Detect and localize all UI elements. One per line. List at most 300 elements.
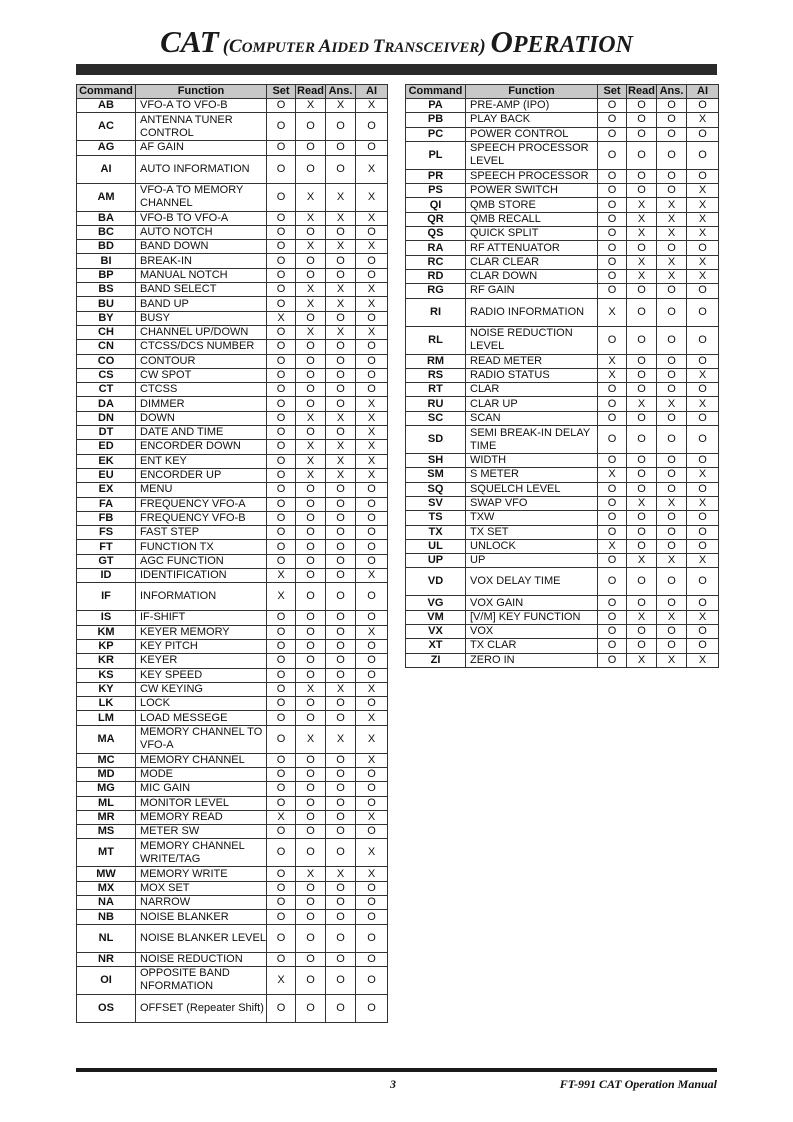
ans-cell: O — [326, 611, 356, 625]
set-cell: O — [267, 440, 296, 454]
command-cell: SC — [406, 411, 466, 425]
ans-cell: O — [326, 569, 356, 583]
set-cell: O — [267, 468, 296, 482]
ans-cell: O — [326, 113, 356, 141]
function-cell: MEMORY WRITE — [136, 867, 267, 881]
table-row — [77, 952, 388, 966]
table-row — [77, 311, 388, 325]
set-cell: O — [267, 753, 296, 767]
page-number: 3 — [390, 1077, 396, 1091]
command-cell: MD — [77, 767, 136, 781]
command-cell: AG — [77, 141, 136, 155]
table-row — [77, 340, 388, 354]
function-cell: VFO-A TO VFO-B — [136, 99, 267, 113]
table-row — [77, 796, 388, 810]
set-cell: O — [598, 99, 627, 113]
function-cell: LOAD MESSEGE — [136, 711, 267, 725]
table-row — [77, 141, 388, 155]
ai-cell: X — [687, 554, 719, 568]
set-cell: O — [267, 225, 296, 239]
read-cell: X — [296, 211, 326, 225]
read-cell: O — [296, 383, 326, 397]
command-cell: FA — [77, 497, 136, 511]
ai-cell: O — [356, 924, 388, 952]
table-row — [77, 454, 388, 468]
table-row — [77, 753, 388, 767]
table-row — [77, 924, 388, 952]
ai-cell: X — [356, 810, 388, 824]
ans-cell: O — [326, 368, 356, 382]
read-cell: O — [627, 368, 657, 382]
table-row — [77, 554, 388, 568]
ai-cell: X — [687, 212, 719, 226]
ans-cell: O — [657, 411, 687, 425]
read-cell: X — [627, 496, 657, 510]
set-cell: O — [267, 497, 296, 511]
ai-cell: O — [687, 326, 719, 354]
set-cell: O — [267, 268, 296, 282]
set-cell: O — [598, 639, 627, 653]
read-cell: O — [296, 796, 326, 810]
ai-cell: O — [687, 525, 719, 539]
table-row — [77, 654, 388, 668]
read-cell: O — [296, 611, 326, 625]
function-cell: CLAR UP — [466, 397, 598, 411]
table-row — [406, 511, 719, 525]
read-cell: O — [296, 511, 326, 525]
header-ans: Ans. — [326, 85, 356, 99]
set-cell: O — [598, 284, 627, 298]
table-header-row — [406, 85, 719, 99]
ai-cell: O — [356, 340, 388, 354]
ai-cell: X — [356, 867, 388, 881]
read-cell: O — [296, 625, 326, 639]
function-cell: BAND SELECT — [136, 283, 267, 297]
read-cell: O — [627, 625, 657, 639]
command-cell: BD — [77, 240, 136, 254]
table-row — [406, 397, 719, 411]
ai-cell: O — [687, 511, 719, 525]
function-cell: BAND DOWN — [136, 240, 267, 254]
ai-cell: X — [356, 753, 388, 767]
table-row — [77, 668, 388, 682]
set-cell: O — [267, 611, 296, 625]
ans-cell: O — [326, 697, 356, 711]
command-cell: TS — [406, 511, 466, 525]
table-row — [406, 383, 719, 397]
read-cell: O — [627, 482, 657, 496]
ans-cell: O — [657, 596, 687, 610]
function-cell: DIMMER — [136, 397, 267, 411]
table-row — [406, 127, 719, 141]
set-cell: O — [598, 255, 627, 269]
command-cell: IF — [77, 583, 136, 611]
command-cell: GT — [77, 554, 136, 568]
ans-cell: O — [657, 368, 687, 382]
ans-cell: X — [326, 867, 356, 881]
function-cell: KEYER — [136, 654, 267, 668]
read-cell: X — [296, 240, 326, 254]
read-cell: O — [627, 184, 657, 198]
read-cell: O — [296, 540, 326, 554]
set-cell: O — [267, 411, 296, 425]
table-row — [406, 169, 719, 183]
read-cell: O — [296, 753, 326, 767]
ai-cell: X — [687, 653, 719, 667]
ai-cell: X — [356, 839, 388, 867]
set-cell: O — [598, 269, 627, 283]
ans-cell: O — [326, 311, 356, 325]
command-cell: RU — [406, 397, 466, 411]
set-cell: O — [267, 254, 296, 268]
function-cell: CTCSS — [136, 383, 267, 397]
command-cell: BC — [77, 225, 136, 239]
read-cell: O — [296, 767, 326, 781]
ans-cell: O — [657, 99, 687, 113]
command-cell: RS — [406, 368, 466, 382]
ai-cell: X — [687, 269, 719, 283]
function-cell: CLAR DOWN — [466, 269, 598, 283]
ans-cell: O — [657, 383, 687, 397]
ans-cell: O — [657, 354, 687, 368]
function-cell: CTCSS/DCS NUMBER — [136, 340, 267, 354]
ans-cell: O — [657, 454, 687, 468]
ans-cell: O — [657, 482, 687, 496]
command-cell: TX — [406, 525, 466, 539]
function-cell: READ METER — [466, 354, 598, 368]
table-row — [77, 511, 388, 525]
ans-cell: O — [326, 711, 356, 725]
set-cell: O — [598, 525, 627, 539]
command-cell: BY — [77, 311, 136, 325]
table-row — [77, 569, 388, 583]
read-cell: O — [296, 639, 326, 653]
ans-cell: O — [326, 825, 356, 839]
command-cell: FT — [77, 540, 136, 554]
function-cell: NOISE REDUCTION LEVEL — [466, 326, 598, 354]
read-cell: X — [627, 198, 657, 212]
set-cell: O — [267, 211, 296, 225]
set-cell: O — [267, 994, 296, 1022]
command-cell: MX — [77, 881, 136, 895]
set-cell: O — [267, 639, 296, 653]
function-cell: FUNCTION TX — [136, 540, 267, 554]
table-row — [406, 184, 719, 198]
command-cell: LK — [77, 697, 136, 711]
read-cell: X — [627, 227, 657, 241]
ai-cell: O — [356, 540, 388, 554]
ans-cell: O — [326, 625, 356, 639]
function-cell: KEYER MEMORY — [136, 625, 267, 639]
set-cell: X — [598, 298, 627, 326]
table-row — [406, 554, 719, 568]
read-cell: X — [627, 610, 657, 624]
read-cell: X — [627, 212, 657, 226]
ans-cell: X — [657, 397, 687, 411]
set-cell: O — [267, 354, 296, 368]
ai-cell: X — [356, 625, 388, 639]
ans-cell: O — [326, 354, 356, 368]
set-cell: O — [267, 839, 296, 867]
command-cell: SH — [406, 454, 466, 468]
ans-cell: X — [657, 212, 687, 226]
table-row — [77, 910, 388, 924]
function-cell: KEY PITCH — [136, 639, 267, 653]
table-row — [406, 198, 719, 212]
set-cell: O — [267, 896, 296, 910]
function-cell: VOX — [466, 625, 598, 639]
function-cell: VFO-A TO MEMORY CHANNEL — [136, 183, 267, 211]
table-row — [77, 225, 388, 239]
table-row — [406, 468, 719, 482]
function-cell: CLAR CLEAR — [466, 255, 598, 269]
ans-cell: X — [326, 468, 356, 482]
read-cell: O — [296, 654, 326, 668]
read-cell: X — [627, 397, 657, 411]
function-cell: CLAR — [466, 383, 598, 397]
command-cell: AB — [77, 99, 136, 113]
set-cell: O — [267, 526, 296, 540]
table-row — [77, 825, 388, 839]
header-function: Function — [136, 85, 267, 99]
command-cell: RA — [406, 241, 466, 255]
function-cell: POWER SWITCH — [466, 184, 598, 198]
ai-cell: O — [356, 497, 388, 511]
function-cell: POWER CONTROL — [466, 127, 598, 141]
set-cell: X — [267, 583, 296, 611]
read-cell: O — [296, 311, 326, 325]
ai-cell: X — [356, 725, 388, 753]
command-cell: MC — [77, 753, 136, 767]
function-cell: METER SW — [136, 825, 267, 839]
table-row — [406, 326, 719, 354]
command-cell: KR — [77, 654, 136, 668]
ans-cell: O — [326, 554, 356, 568]
read-cell: O — [296, 881, 326, 895]
ai-cell: O — [687, 383, 719, 397]
table-row — [77, 155, 388, 183]
function-cell: QUICK SPLIT — [466, 227, 598, 241]
read-cell: O — [627, 468, 657, 482]
table-row — [77, 183, 388, 211]
ans-cell: O — [657, 639, 687, 653]
function-cell: SCAN — [466, 411, 598, 425]
set-cell: O — [267, 454, 296, 468]
ans-cell: O — [657, 113, 687, 127]
ans-cell: O — [657, 568, 687, 596]
table-row — [406, 141, 719, 169]
read-cell: O — [627, 241, 657, 255]
table-row — [406, 539, 719, 553]
ans-cell: X — [326, 454, 356, 468]
set-cell: O — [267, 325, 296, 339]
command-cell: ML — [77, 796, 136, 810]
ans-cell: O — [326, 810, 356, 824]
function-cell: CW KEYING — [136, 682, 267, 696]
command-cell: MS — [77, 825, 136, 839]
command-cell: LM — [77, 711, 136, 725]
set-cell: X — [267, 311, 296, 325]
set-cell: O — [267, 697, 296, 711]
ans-cell: O — [326, 994, 356, 1022]
read-cell: O — [296, 155, 326, 183]
ans-cell: O — [326, 540, 356, 554]
ai-cell: O — [356, 654, 388, 668]
table-row — [77, 782, 388, 796]
command-cell: RG — [406, 284, 466, 298]
header-command: Command — [77, 85, 136, 99]
ai-cell: O — [687, 298, 719, 326]
ai-cell: X — [356, 397, 388, 411]
ai-cell: O — [687, 639, 719, 653]
function-cell: AUTO INFORMATION — [136, 155, 267, 183]
function-cell: ANTENNA TUNER CONTROL — [136, 113, 267, 141]
command-cell: VX — [406, 625, 466, 639]
ans-cell: X — [657, 653, 687, 667]
table-row — [77, 540, 388, 554]
set-cell: O — [598, 625, 627, 639]
ans-cell: O — [657, 511, 687, 525]
set-cell: O — [267, 368, 296, 382]
ai-cell: X — [687, 610, 719, 624]
table-row — [406, 227, 719, 241]
command-cell: RD — [406, 269, 466, 283]
table-row — [77, 240, 388, 254]
set-cell: O — [598, 383, 627, 397]
function-cell: QMB RECALL — [466, 212, 598, 226]
ans-cell: O — [326, 225, 356, 239]
function-cell: MEMORY CHANNEL WRITE/TAG — [136, 839, 267, 867]
table-row — [406, 99, 719, 113]
set-cell: O — [267, 782, 296, 796]
header-ai: AI — [356, 85, 388, 99]
ans-cell: O — [326, 924, 356, 952]
table-row — [77, 397, 388, 411]
command-cell: QR — [406, 212, 466, 226]
table-row — [406, 212, 719, 226]
function-cell: MANUAL NOTCH — [136, 268, 267, 282]
header-read: Read — [297, 85, 324, 97]
ans-cell: O — [326, 952, 356, 966]
ai-cell: O — [687, 411, 719, 425]
command-cell: PL — [406, 141, 466, 169]
ai-cell: O — [356, 825, 388, 839]
set-cell: O — [267, 113, 296, 141]
ans-cell: O — [657, 468, 687, 482]
set-cell: O — [598, 496, 627, 510]
read-cell: X — [296, 440, 326, 454]
ai-cell: O — [687, 99, 719, 113]
read-cell: O — [627, 169, 657, 183]
function-cell: NARROW — [136, 896, 267, 910]
function-cell: DOWN — [136, 411, 267, 425]
table-header-row — [77, 85, 388, 99]
set-cell: X — [267, 966, 296, 994]
function-cell: INFORMATION — [136, 583, 267, 611]
command-cell: PS — [406, 184, 466, 198]
header-read: Read — [628, 85, 655, 97]
read-cell: X — [627, 653, 657, 667]
read-cell: O — [627, 596, 657, 610]
ai-cell: O — [356, 881, 388, 895]
ai-cell: O — [356, 483, 388, 497]
ans-cell: O — [326, 511, 356, 525]
command-cell: UP — [406, 554, 466, 568]
read-cell: O — [627, 141, 657, 169]
command-cell: ED — [77, 440, 136, 454]
ai-cell: O — [356, 668, 388, 682]
ans-cell: O — [326, 654, 356, 668]
set-cell: O — [267, 383, 296, 397]
read-cell: O — [296, 225, 326, 239]
function-cell: RADIO INFORMATION — [466, 298, 598, 326]
function-cell: MODE — [136, 767, 267, 781]
read-cell: O — [296, 810, 326, 824]
set-cell: O — [267, 825, 296, 839]
read-cell: O — [296, 782, 326, 796]
table-row — [77, 810, 388, 824]
function-cell: TX CLAR — [466, 639, 598, 653]
read-cell: O — [296, 554, 326, 568]
ai-cell: X — [356, 569, 388, 583]
command-cell: UL — [406, 539, 466, 553]
set-cell: O — [267, 183, 296, 211]
read-cell: O — [296, 711, 326, 725]
set-cell: O — [598, 169, 627, 183]
function-cell: KEY SPEED — [136, 668, 267, 682]
read-cell: O — [296, 839, 326, 867]
read-cell: O — [296, 910, 326, 924]
command-cell: EU — [77, 468, 136, 482]
command-cell: DT — [77, 426, 136, 440]
read-cell: O — [296, 668, 326, 682]
command-cell: PR — [406, 169, 466, 183]
read-cell: O — [296, 966, 326, 994]
ai-cell: O — [687, 127, 719, 141]
set-cell: O — [267, 881, 296, 895]
set-cell: O — [267, 99, 296, 113]
command-cell: RC — [406, 255, 466, 269]
set-cell: O — [598, 610, 627, 624]
ans-cell: X — [326, 183, 356, 211]
command-cell: VM — [406, 610, 466, 624]
function-cell: IDENTIFICATION — [136, 569, 267, 583]
table-row — [406, 596, 719, 610]
read-cell: O — [627, 326, 657, 354]
function-cell: SQUELCH LEVEL — [466, 482, 598, 496]
command-cell: NA — [77, 896, 136, 910]
set-cell: O — [598, 227, 627, 241]
ans-cell: O — [326, 639, 356, 653]
set-cell: O — [267, 540, 296, 554]
function-cell: OPPOSITE BAND NFORMATION — [136, 966, 267, 994]
function-cell: [V/M] KEY FUNCTION — [466, 610, 598, 624]
set-cell: O — [267, 297, 296, 311]
ai-cell: O — [356, 583, 388, 611]
command-table-left — [76, 84, 388, 1023]
table-row — [406, 113, 719, 127]
set-cell: O — [598, 426, 627, 454]
command-cell: IS — [77, 611, 136, 625]
read-cell: X — [296, 411, 326, 425]
ai-cell: O — [356, 966, 388, 994]
table-row — [77, 994, 388, 1022]
function-cell: RF GAIN — [466, 284, 598, 298]
table-row — [77, 497, 388, 511]
ai-cell: O — [356, 994, 388, 1022]
command-cell: QS — [406, 227, 466, 241]
read-cell: O — [627, 525, 657, 539]
